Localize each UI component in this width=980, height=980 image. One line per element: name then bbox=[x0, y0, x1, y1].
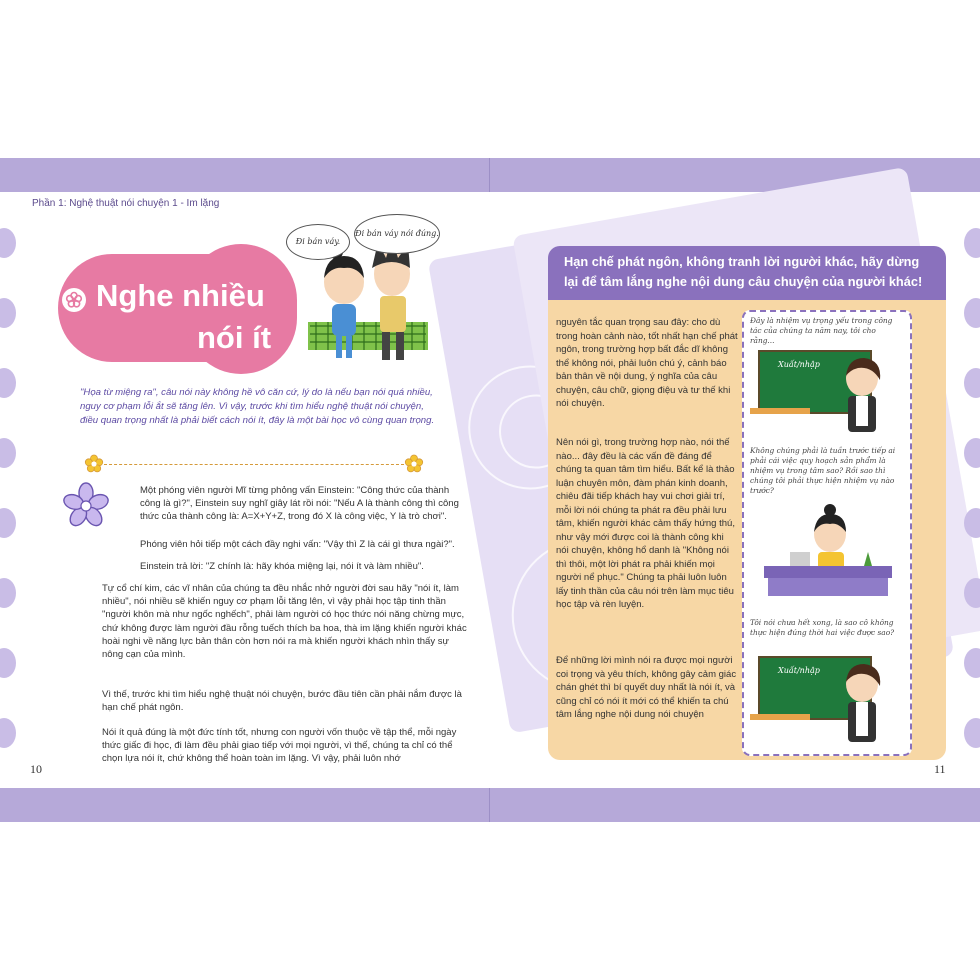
body-paragraph: Tự cổ chí kim, các vĩ nhân của chúng ta đều nhắc nhở người đời sau hãy "nói ít, làm nhiều", nói nhiều sẽ khiến nguy cơ phạm lỗi tăng lên, vì vậy phải học tập tinh thần "người khôn mà như ngốc nghếch", phải làm người có học thức nói năng chừng mực, chứ không được làm người đầu rỗng tuếch thích ba hoa, thà im lặng khiến người khác hoài nghi về năng lực bản thân còn hơn nói ra mà khiến người khách nhìn thấy sự nông cạn của mình. bbox=[102, 583, 467, 661]
binding-hole bbox=[0, 438, 16, 468]
desk bbox=[750, 408, 810, 414]
girl-at-desk-cartoon bbox=[764, 500, 894, 596]
small-flower-icon bbox=[84, 454, 104, 474]
binding-hole bbox=[0, 298, 16, 328]
small-flower-icon bbox=[404, 454, 424, 474]
binding-hole bbox=[964, 298, 980, 328]
binding-hole bbox=[0, 718, 16, 748]
body-paragraph: Vì thế, trước khi tìm hiểu nghệ thuật nói chuyện, bước đầu tiên cần phải nắm được là hạn chế phát ngôn. bbox=[102, 689, 462, 714]
body-paragraph: Phóng viên hỏi tiếp một cách đầy nghi vấn: "Vậy thì Z là cái gì thưa ngài?". bbox=[140, 539, 455, 550]
binding-hole bbox=[0, 228, 16, 258]
page-number-right: 11 bbox=[934, 762, 946, 776]
right-binding-holes bbox=[964, 228, 980, 748]
speech-bubble-1: Đi bán váy. bbox=[286, 224, 350, 260]
comic-caption-3: Tôi nói chưa hết xong, là sao cô không thực hiện đúng thời hai việc được sao? bbox=[750, 618, 895, 637]
binding-hole bbox=[964, 718, 980, 748]
binding-hole bbox=[0, 578, 16, 608]
tip-header-box bbox=[548, 246, 946, 300]
left-binding-holes bbox=[0, 228, 16, 748]
page-number-left: 10 bbox=[30, 762, 42, 776]
binding-hole bbox=[0, 508, 16, 538]
dashed-separator bbox=[104, 464, 404, 465]
running-head: Phần 1: Nghệ thuật nói chuyện 1 - Im lặng bbox=[32, 198, 220, 209]
body-paragraph: nguyên tắc quan trọng sau đây: cho dù trong hoàn cảnh nào, tốt nhất hạn chế phát ngôn, trong trường hợp bất đắc dĩ không thể không nói, phải luôn chú ý, cảnh báo bản thân về nội dung, ý nghĩa của câu chuyện, câu chữ, giọng điệu và tư thế khi nói chuyện. bbox=[556, 317, 738, 409]
binding-hole bbox=[964, 368, 980, 398]
purple-flower-icon bbox=[62, 482, 110, 530]
binding-hole bbox=[964, 578, 980, 608]
left-page bbox=[0, 158, 490, 788]
tip-header: Hạn chế phát ngôn, không tranh lời người khác, hãy dừng lại để tâm lắng nghe nội dung câu chuyện của người khác! bbox=[564, 254, 923, 289]
chapter-title-line1: Nghe nhiều bbox=[96, 278, 265, 313]
chapter-title-line2: nói ít bbox=[197, 320, 272, 355]
body-paragraph: Einstein trả lời: "Z chính là: hãy khóa miệng lại, nói ít và làm nhiều". bbox=[140, 561, 424, 572]
book-spread bbox=[0, 158, 980, 822]
bottom-band bbox=[0, 788, 980, 822]
chalkboard-text: Xuất/nhập bbox=[778, 360, 820, 369]
binding-hole bbox=[964, 438, 980, 468]
teacher-cartoon bbox=[828, 660, 898, 750]
body-paragraph: Nên nói gì, trong trường hợp nào, nói thế nào... đây đều là các vấn đề đáng để chúng ta quan tâm tìm hiểu. Bất kể là thảo luận chuyên môn, đàm phán kinh doanh, chiêu đãi tiếp khách hay vui chơi giải trí, mỗi lời nói chúng ta phát ra đều phải lưu tâm, khiến người khác cảm thấy hứng thú, như vậy mới được coi là thành công khi nói chuyện, không hổ danh là "Không nói thì thôi, một lời phát ra phải khiến mọi người nể phục." Chúng ta phải luôn luôn lấy tinh thần của câu nói trên làm mục tiêu học tập và rèn luyện. bbox=[556, 437, 735, 610]
flower-icon bbox=[62, 288, 86, 312]
comic-caption-2: Không chúng phải là tuần trước tiếp ai phải cái việc quy hoạch sản phẩm là nhiệm vụ trong tâm sao? Rồi sao thì chúng tôi phải thực hiện nhiệm vụ nào trước? bbox=[750, 446, 896, 495]
right-page bbox=[490, 158, 980, 788]
gutter-bottom bbox=[489, 788, 490, 822]
teacher-cartoon bbox=[828, 354, 898, 438]
comic-caption-1: Đây là nhiệm vụ trọng yếu trong công tác của chúng ta năm nay, tôi cho rằng... bbox=[750, 316, 893, 345]
binding-hole bbox=[964, 648, 980, 678]
binding-hole bbox=[0, 648, 16, 678]
body-paragraph: Để những lời mình nói ra được mọi người coi trọng và yêu thích, không gây cảm giác chán ghét thì bí quyết duy nhất là nói ít, và cũng chỉ có nói ít mới có thể khiến ta chú tâm lắng nghe nội dung nói chuyện bbox=[556, 655, 737, 720]
body-paragraph: Một phóng viên người Mĩ từng phỏng vấn Einstein: "Công thức của thành công là gì?", Einstein suy nghĩ giây lát rồi nói: "Nếu A là thành công thì công thức của thành công là: A=X+Y+Z, trong đó X là công việc, Y là trò chơi". bbox=[140, 485, 459, 523]
desk bbox=[750, 714, 810, 720]
intro-paragraph: "Họa từ miệng ra", câu nói này không hề vô căn cứ, lý do là nếu bạn nói quá nhiều, nguy cơ phạm lỗi ắt sẽ tăng lên. Vì vậy, trước khi tìm hiểu nghệ thuật nói chuyện, điều quan trọng nhất là phải biết cách nói ít, đây là một bài học vô cùng quan trọng. bbox=[80, 387, 435, 426]
binding-hole bbox=[0, 368, 16, 398]
speech-bubble-2: Đi bán váy nói đúng. bbox=[354, 214, 440, 254]
body-paragraph: Nói ít quả đúng là một đức tính tốt, nhưng con người vốn thuộc về tập thể, mỗi ngày thức giấc đi học, đi làm đều phải giao tiếp với mọi người, vì thế, chúng ta chỉ có thể chọn lựa nói ít, chứ không thể hoàn toàn im lặng. Vì vậy, phải luôn nhớ bbox=[102, 727, 457, 765]
binding-hole bbox=[964, 228, 980, 258]
chalkboard-text: Xuất/nhập bbox=[778, 666, 820, 675]
binding-hole bbox=[964, 508, 980, 538]
comic-strip bbox=[742, 310, 912, 756]
